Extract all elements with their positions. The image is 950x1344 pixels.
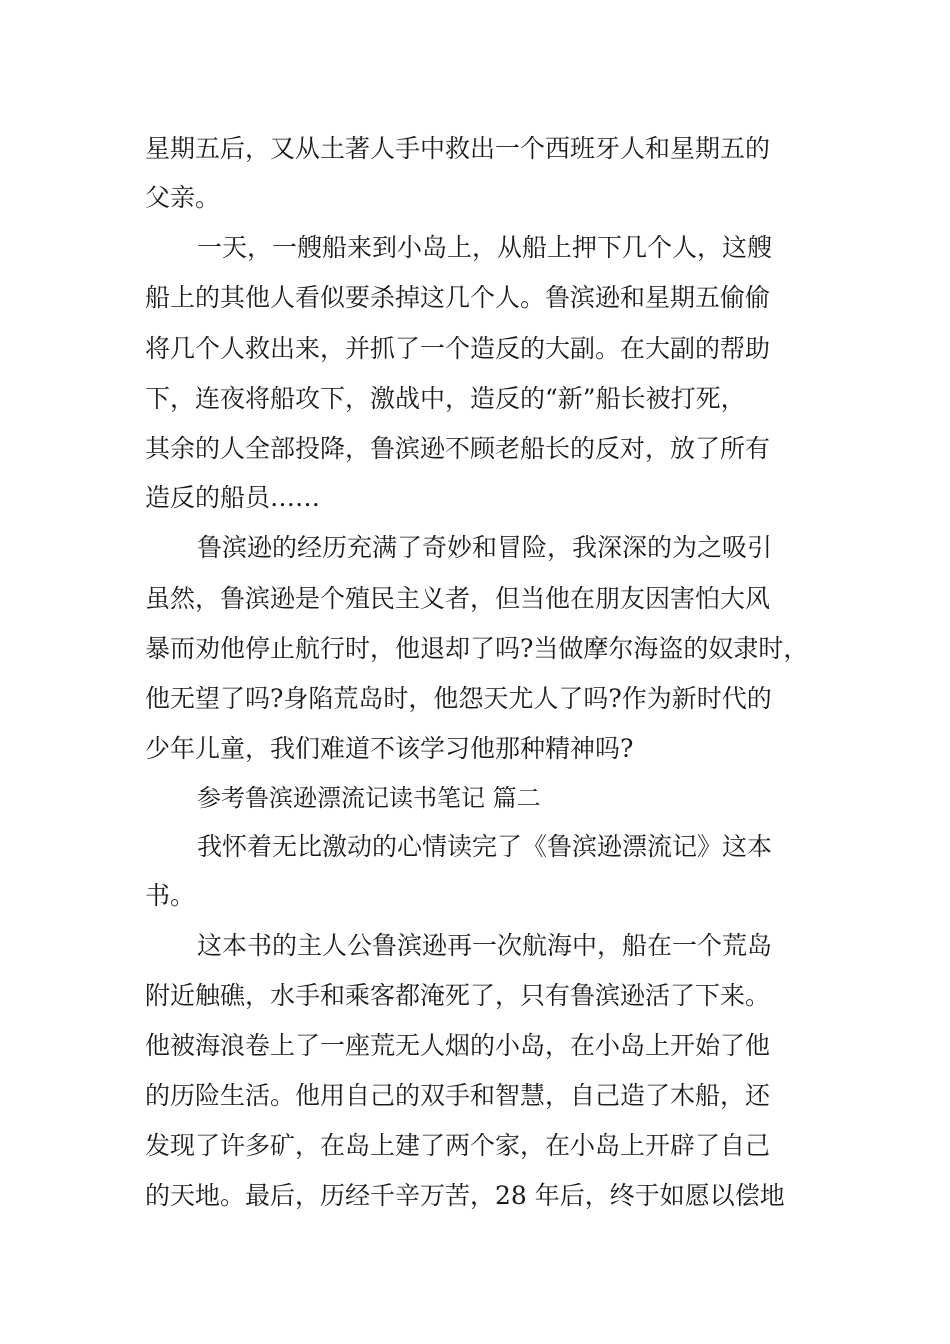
text-line: 他被海浪卷上了一座荒无人烟的小岛，在小岛上开始了他 [145,1031,771,1060]
text-line: 发现了许多矿，在岛上建了两个家，在小岛上开辟了自己 [145,1131,771,1160]
text-line: 附近触礁，水手和乘客都淹死了，只有鲁滨逊活了下来。 [145,981,771,1010]
section-heading: 参考鲁滨逊漂流记读书笔记 篇二 [197,784,541,812]
text-line: 造反的船员…… [145,483,321,512]
text-line: 其余的人全部投降，鲁滨逊不顾老船长的反对，放了所有 [145,434,771,463]
text-line: 一天，一艘船来到小岛上，从船上押下几个人，这艘 [197,233,773,262]
text-line: 将几个人救出来，并抓了一个造反的大副。在大副的帮助 [145,334,771,363]
text-line: 书。 [145,881,196,910]
text-line: 他无望了吗?身陷荒岛时，他怨天尤人了吗?作为新时代的 [145,684,772,713]
text-line: 暴而劝他停止航行时，他退却了吗?当做摩尔海盗的奴隶时， [145,634,809,663]
text-line: 的天地。最后，历经千辛万苦，28 年后，终于如愿以偿地 [145,1181,785,1210]
text-line: 我怀着无比激动的心情读完了《鲁滨逊漂流记》这本 [197,832,773,861]
text-line: 星期五后，又从土著人手中救出一个西班牙人和星期五的 [145,134,771,163]
text-line: 鲁滨逊的经历充满了奇妙和冒险，我深深的为之吸引 [197,533,773,562]
text-line: 这本书的主人公鲁滨逊再一次航海中，船在一个荒岛 [197,931,773,960]
text-line: 的历险生活。他用自己的双手和智慧，自己造了木船，还 [145,1081,771,1110]
text-line: 父亲。 [145,183,221,212]
text-line: 船上的其他人看似要杀掉这几个人。鲁滨逊和星期五偷偷 [145,283,771,312]
text-line: 虽然，鲁滨逊是个殖民主义者，但当他在朋友因害怕大风 [145,584,771,613]
text-line: 下，连夜将船攻下，激战中，造反的“新”船长被打死， [145,384,746,413]
text-line: 少年儿童，我们难道不该学习他那种精神吗? [145,734,634,763]
